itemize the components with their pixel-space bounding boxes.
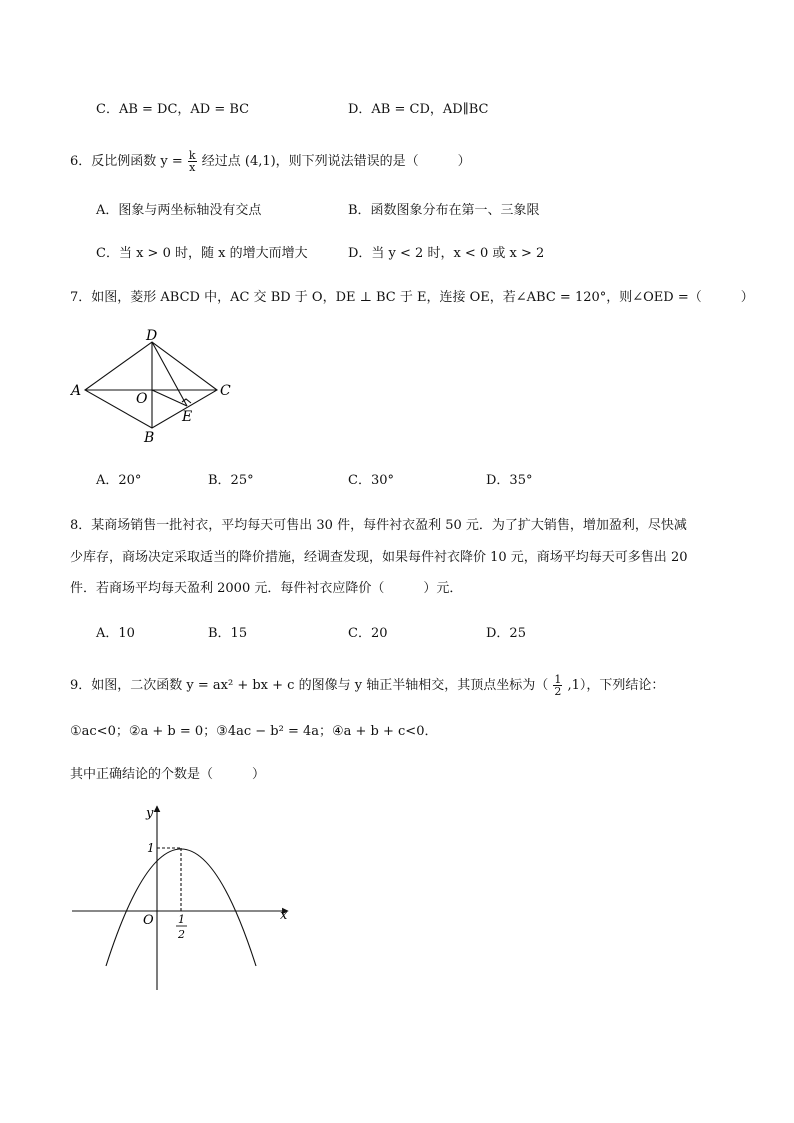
q6-option-a: A．图象与两坐标轴没有交点 bbox=[96, 203, 262, 218]
segment-de bbox=[152, 342, 187, 406]
q9-conclusions: ①ac<0；②a + b = 0；③4ac − b² = 4a；④a + b + c<0． bbox=[70, 724, 438, 739]
q9-stem-suffix: ,1），下列结论： bbox=[567, 678, 665, 693]
rhombus-outline bbox=[85, 342, 217, 428]
q8-line-2: 少库存，商场决定采取适当的降价措施，经调查发现，如果每件衬衣降价 10 元，商场平均每天可多售出 20 bbox=[70, 550, 688, 565]
parabola-curve bbox=[106, 849, 256, 966]
q6-frac-num: k bbox=[188, 149, 196, 162]
y-tick-label: 1 bbox=[147, 841, 155, 855]
label-o: O bbox=[136, 391, 148, 407]
x-axis-label: x bbox=[280, 908, 288, 923]
y-axis-label: y bbox=[146, 806, 154, 821]
q7-option-a: A．20° bbox=[96, 473, 142, 488]
label-a: A bbox=[71, 383, 82, 399]
q9-frac-num: 1 bbox=[554, 673, 562, 686]
q8-option-d: D．25 bbox=[486, 626, 526, 641]
q8-line-1: 8．某商场销售一批衬衣，平均每天可售出 30 件，每件衬衣盈利 50 元．为了扩大销售，增加盈利，尽快减 bbox=[70, 518, 687, 533]
label-d: D bbox=[146, 328, 158, 344]
q6-stem bbox=[70, 150, 471, 173]
q5-option-c: C．AB = DC，AD = BC bbox=[96, 102, 250, 117]
label-b: B bbox=[144, 430, 155, 446]
q9-frac-den: 2 bbox=[554, 685, 562, 698]
q8-option-a: A．10 bbox=[96, 626, 135, 641]
x-tick-denominator: 2 bbox=[178, 928, 185, 941]
q9-stem-prefix: 9．如图，二次函数 y = ax² + bx + c 的图像与 y 轴正半轴相交，其顶点坐标为（ bbox=[70, 678, 549, 693]
rhombus-figure bbox=[60, 328, 250, 448]
origin-label: O bbox=[143, 913, 154, 928]
parabola-graph bbox=[68, 800, 298, 995]
q6-option-c: C．当 x > 0 时，随 x 的增大而增大 bbox=[96, 246, 308, 261]
q5-option-d: D．AB = CD，AD∥BC bbox=[348, 102, 489, 117]
segment-oe bbox=[152, 390, 187, 406]
q9-question: 其中正确结论的个数是（ ） bbox=[70, 767, 266, 782]
q7-stem: 7．如图，菱形 ABCD 中，AC 交 BD 于 O，DE ⊥ BC 于 E，连接 OE，若∠ABC = 120°，则∠OED =（ ） bbox=[70, 290, 754, 305]
q6-stem-suffix: 经过点 (4,1)，则下列说法错误的是（ ） bbox=[201, 154, 471, 169]
q6-option-b: B．函数图象分布在第一、三象限 bbox=[348, 203, 540, 218]
q9-stem bbox=[70, 674, 664, 697]
q6-frac-den: x bbox=[189, 161, 196, 174]
q9-fraction bbox=[553, 674, 562, 697]
q8-option-c: C．20 bbox=[348, 626, 388, 641]
q7-option-b: B．25° bbox=[208, 473, 254, 488]
q8-option-b: B．15 bbox=[208, 626, 248, 641]
x-tick-numerator: 1 bbox=[178, 913, 185, 926]
q6-fraction bbox=[188, 150, 197, 173]
label-e: E bbox=[182, 409, 193, 425]
q8-line-3: 件．若商场平均每天盈利 2000 元．每件衬衣应降价（ ）元． bbox=[70, 581, 463, 596]
q7-option-c: C．30° bbox=[348, 473, 394, 488]
label-c: C bbox=[220, 383, 231, 399]
q6-option-d: D．当 y < 2 时，x < 0 或 x > 2 bbox=[348, 246, 545, 261]
q6-stem-prefix: 6．反比例函数 y = bbox=[70, 154, 183, 169]
q7-option-d: D．35° bbox=[486, 473, 533, 488]
